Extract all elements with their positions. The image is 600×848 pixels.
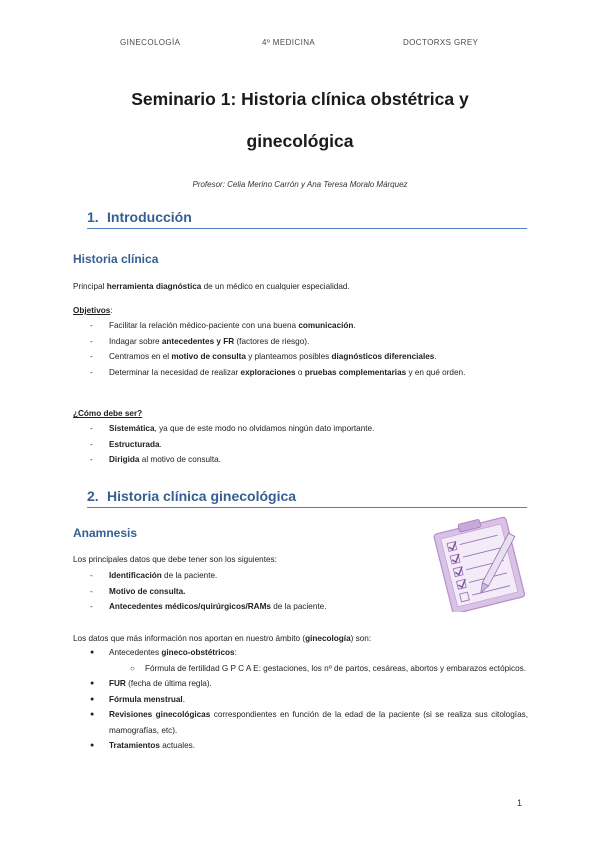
header-subject: GINECOLOGÍA bbox=[120, 38, 181, 47]
anamnesis-intro: Los principales datos que debe tener son los siguientes: bbox=[73, 555, 277, 564]
list-item: ● Antecedentes gineco-obstétricos: bbox=[90, 648, 237, 657]
list-item: ● FUR (fecha de última regla). bbox=[90, 679, 212, 688]
list-item: - Centramos en el motivo de consulta y planteamos posibles diagnósticos diferenciales. bbox=[90, 352, 437, 361]
checklist-clipboard-icon bbox=[428, 516, 534, 612]
list-item: ● Fórmula menstrual. bbox=[90, 694, 185, 704]
objetivos-label: Objetivos bbox=[73, 306, 111, 315]
list-item: ○ Fórmula de fertilidad G P C A E: gestaciones, los nº de partos, cesáreas, abortos y embarazos ectópicos. bbox=[130, 663, 527, 673]
list-item: ● Tratamientos actuales. bbox=[90, 741, 196, 750]
byline: Profesor: Celia Merino Carrón y Ana Teresa Moralo Márquez bbox=[192, 180, 408, 189]
section-2-title: Historia clínica ginecológica bbox=[107, 488, 297, 504]
list-item: - Sistemática, ya que de este modo no olvidamos ningún dato importante. bbox=[90, 424, 375, 433]
objetivos-label-row bbox=[73, 305, 528, 317]
section-1-number: 1. bbox=[87, 209, 99, 225]
list-item: - Indagar sobre antecedentes y FR (factores de riesgo). bbox=[90, 336, 310, 346]
ambito-intro: Los datos que más información nos aportan en nuestro ámbito (ginecología) son: bbox=[73, 634, 372, 643]
ambito-list bbox=[73, 645, 528, 754]
list-item: - Dirigida al motivo de consulta. bbox=[90, 455, 221, 464]
anamnesis-datos-list bbox=[73, 568, 423, 615]
section-2-heading bbox=[87, 488, 527, 508]
list-item: ● Revisiones ginecológicas correspondientes en función de la edad de la paciente (si se realiza sus citologías, mamografías, etc). bbox=[90, 710, 528, 735]
page-number: 1 bbox=[517, 798, 523, 808]
objetivos-list bbox=[73, 318, 528, 380]
text: de un médico en cualquier especialidad. bbox=[201, 282, 350, 291]
como-label-row bbox=[73, 408, 528, 420]
list-item: - Estructurada. bbox=[90, 439, 162, 449]
como-label: ¿Cómo debe ser? bbox=[73, 409, 143, 418]
page-title-line-2: ginecológica bbox=[246, 131, 354, 151]
list-item: - Antecedentes médicos/quirúrgicos/RAMs de la paciente. bbox=[90, 602, 327, 611]
section-1-title: Introducción bbox=[107, 209, 192, 225]
como-list bbox=[73, 421, 528, 468]
running-header bbox=[0, 38, 600, 52]
colon: : bbox=[110, 306, 113, 315]
section-2-number: 2. bbox=[87, 488, 99, 504]
list-item: - Facilitar la relación médico-paciente con una buena comunicación. bbox=[90, 321, 356, 330]
page-title-line-1: Seminario 1: Historia clínica obstétrica y bbox=[131, 89, 469, 109]
historia-intro bbox=[73, 281, 528, 293]
list-item: - Determinar la necesidad de realizar exploraciones o pruebas complementarias y en qué orden. bbox=[90, 367, 466, 377]
header-course: 4º MEDICINA bbox=[262, 38, 316, 47]
anamnesis-heading: Anamnesis bbox=[73, 526, 138, 540]
text: Principal bbox=[73, 282, 107, 291]
emphasis: herramienta diagnóstica bbox=[106, 282, 202, 291]
list-item: - Motivo de consulta. bbox=[90, 586, 186, 596]
list-item: - Identificación de la paciente. bbox=[90, 571, 218, 580]
section-1-heading bbox=[87, 209, 527, 229]
historia-clinica-heading: Historia clínica bbox=[73, 252, 159, 266]
header-author: DOCTORXS GREY bbox=[403, 38, 479, 47]
